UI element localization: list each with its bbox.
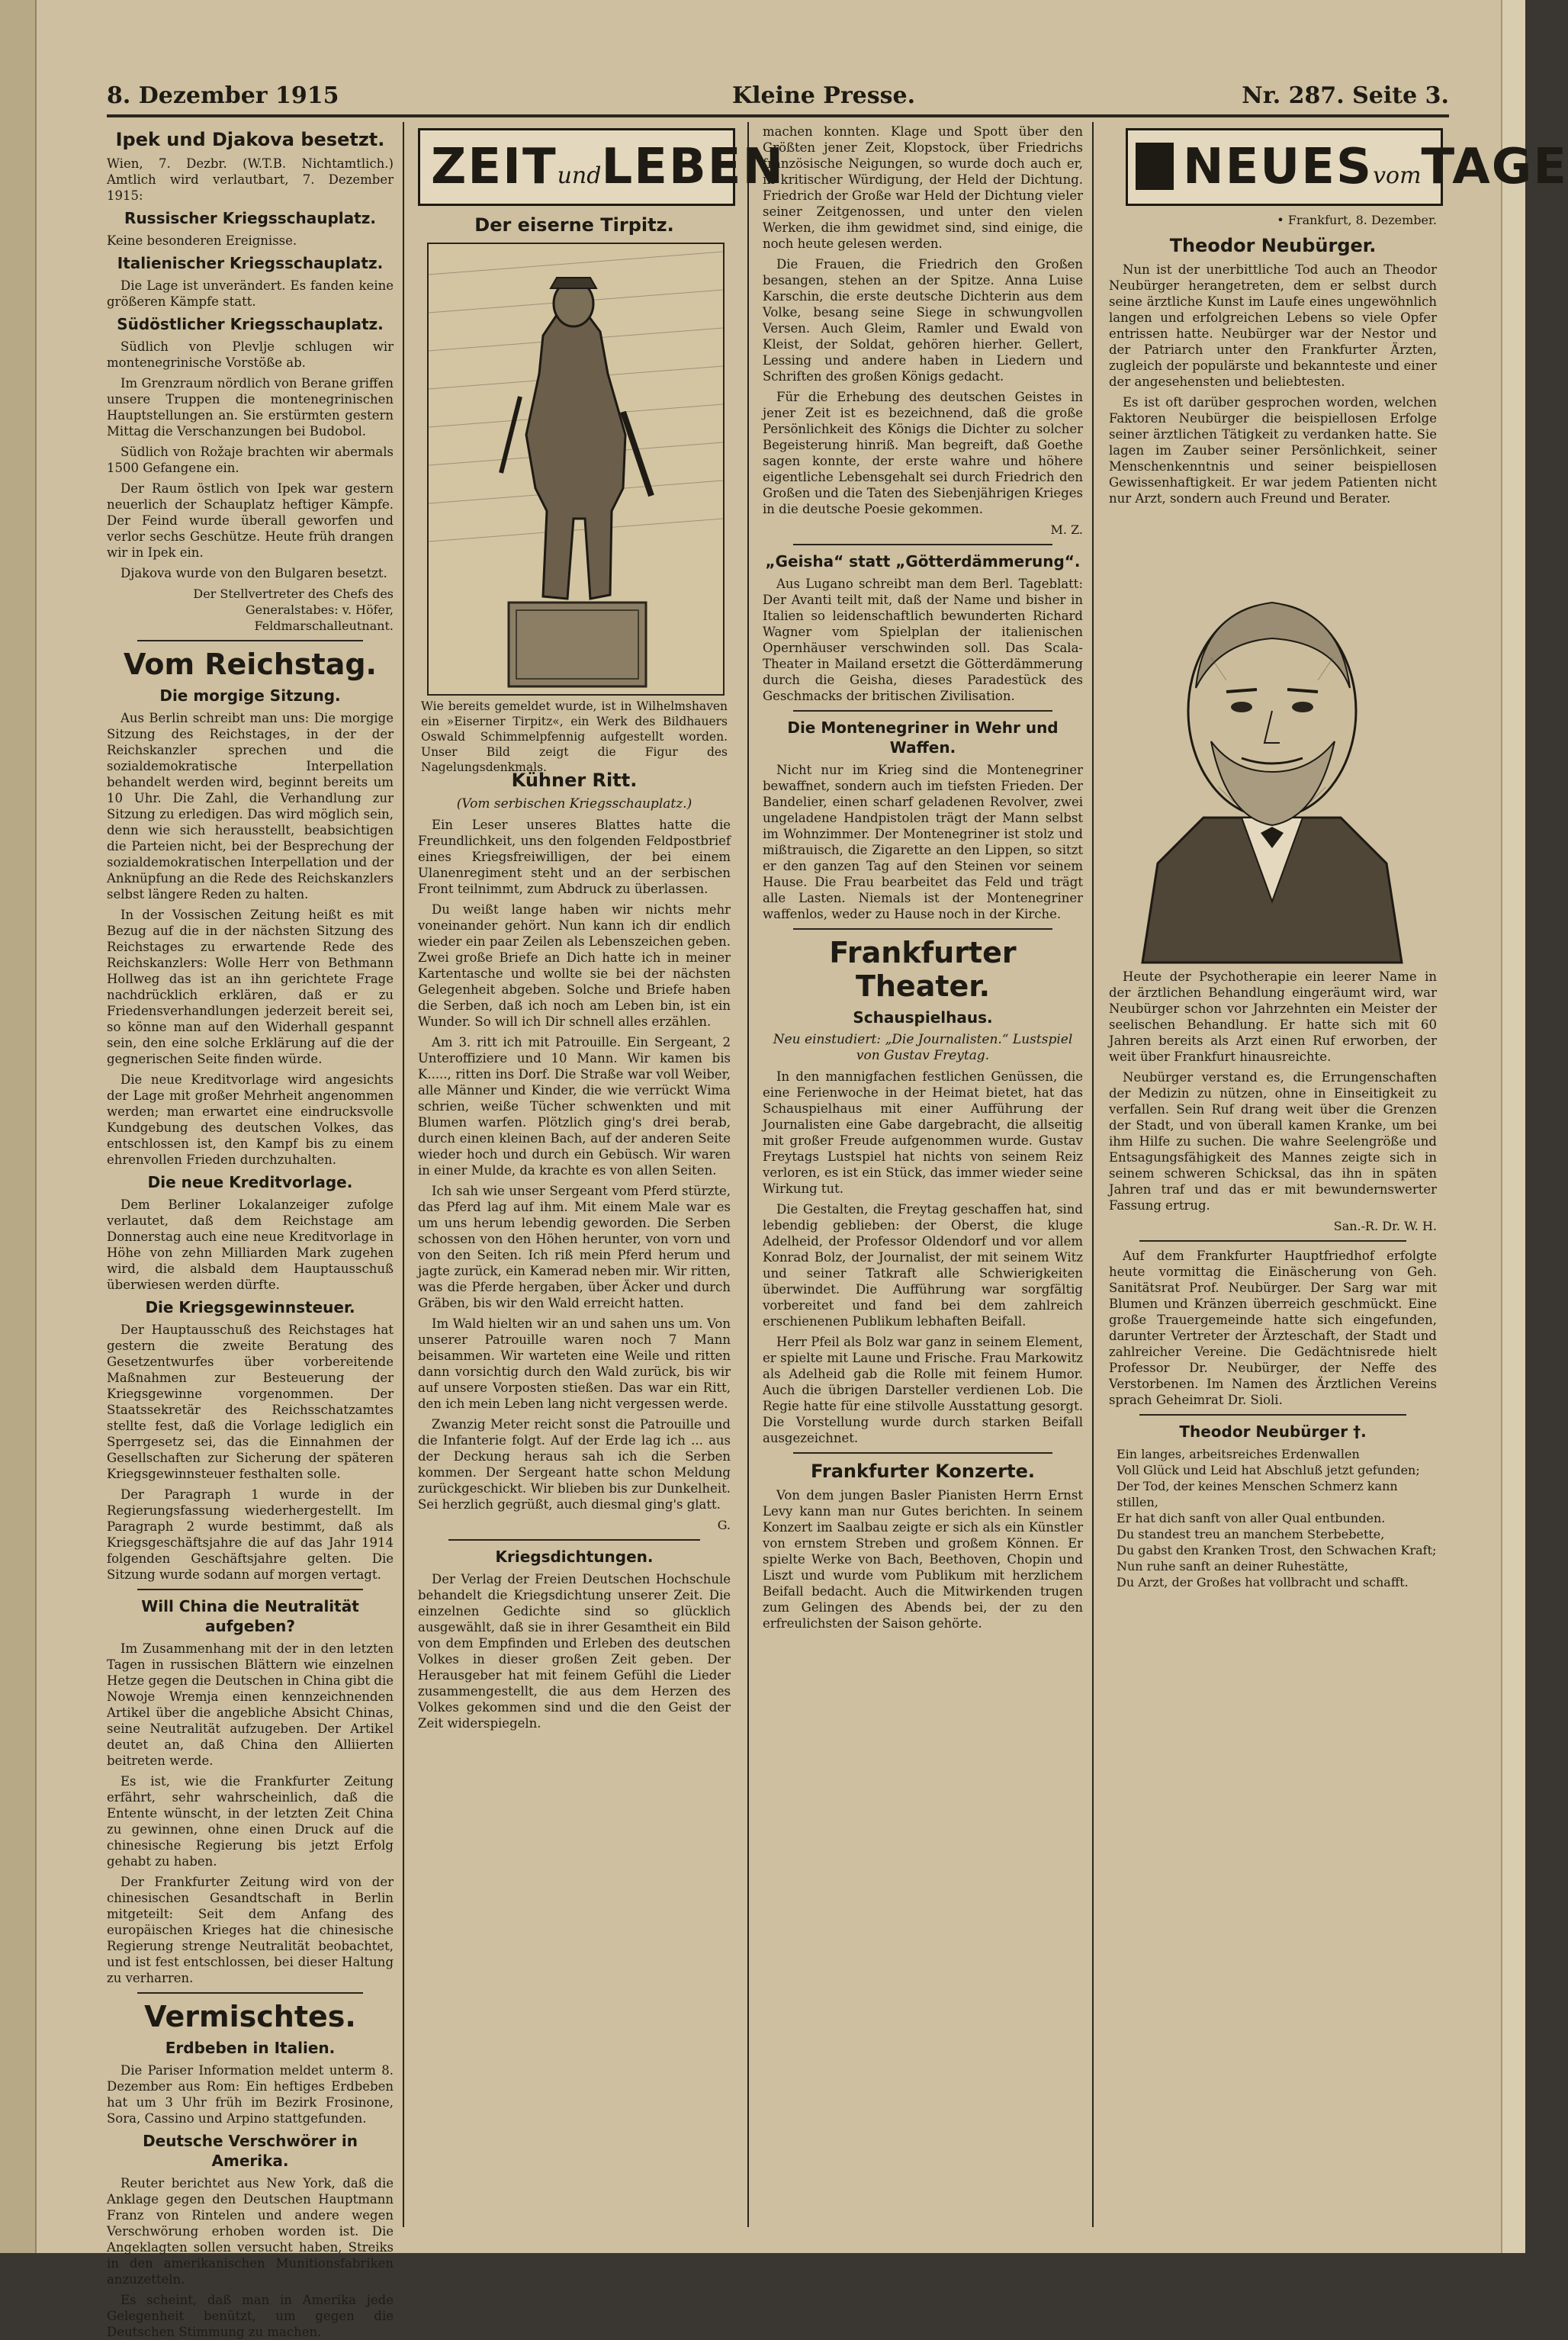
paragraph: Aus Berlin schreibt man uns: Die morgige Sitzung des Reichstages, in der der Reichskanzler sprechen und die sozialdemokratische Interpellation behandelt werden wird, beginnt bereits um 10 Uhr. Die Zahl, die Verhandlung zur Sitzung zu erledigen. Das wird möglich sein, denn wie sich herausstellt, beabsichtigen die Parteien nicht, bei der Besprechung der sozialdemokratischen Interpellation und der Anknüpfung an die Rede des Reichskanzlers selbst längere Reden zu halten.: [107, 711, 394, 902]
paragraph: Südlich von Rožaje brachten wir abermals 1500 Gefangene ein.: [107, 445, 394, 475]
subheadline: Die morgige Sitzung.: [159, 686, 341, 705]
headline-tirpitz: Der eiserne Tirpitz.: [474, 214, 674, 236]
headline-neubuerger: Theodor Neubürger.: [1169, 235, 1377, 256]
column-neues-vom-tage-bottom: [1109, 969, 1437, 2219]
paragraph: Ein Leser unseres Blattes hatte die Freundlichkeit, uns den folgenden Feldpostbrief eines Kriegsfreiwilligen, der bei einem Ulanenregiment steht und an der serbischen Front teilnimmt, zum Abdruck zu überlassen.: [418, 818, 731, 896]
headline-kuehner-ritt: Kühner Ritt.: [511, 770, 638, 791]
subheadline: Deutsche Verschwörer in Amerika.: [143, 2132, 358, 2170]
paragraph: Ich sah wie unser Sergeant vom Pferd stürzte, das Pferd lag auf ihm. Mit einem Male war es um uns herum lebendig geworden. Die Serben schossen von den Höhen herunter, von vorn und von den Seiten. Ich riß mein Pferd herum und jagte zurück, ein Kamerad neben mir. Wir ritten, was die Pferde hergaben, über Äcker und durch Gräben, bis wir den Wald erreicht hatten.: [418, 1184, 731, 1310]
paragraph: Der Hauptausschuß des Reichstages hat gestern die zweite Beratung des Gesetzentwurfes über vorbereitende Maßnahmen zur Besteuerung der Kriegsgewinne vorgenommen. Der Staatssekretär des Reichsschatzamtes stellte fest, daß die Vorlage lediglich ein Sperrgesetz sei, das die Einnahmen der Gesellschaften zur Sicherung der späteren Kriegsgewinnsteuer festhalten solle.: [107, 1323, 394, 1481]
paragraph: In der Vossischen Zeitung heißt es mit Bezug auf die in der nächsten Sitzung des Reichstages zu erwartende Rede des Reichskanzlers: Wolle Herr von Bethmann Hollweg das ist an ihn gerichtete Frage nachdrücklich erklären, daß er zu Friedensverhandlungen jederzeit bereit sei, so könne man auf den Widerhall gespannt sein, den eine solche Erklärung auf die der gegnerischen Seite finden würde.: [107, 908, 394, 1066]
paragraph: Du weißt lange haben wir nichts mehr voneinander gehört. Nun kann ich dir endlich wieder ein paar Zeilen als Lebenszeichen geben. Zwei große Briefe an Dich hatte ich in meiner Kartentasche und wollte sie bei der nächsten Gelegenheit abgeben. Solche und Briefe haben die Serben, daß ich noch am Leben bin, ist ein Wunder. So will ich Dir schnell alles erzählen.: [418, 902, 731, 1029]
headline-gedicht: Theodor Neubürger †.: [1179, 1422, 1367, 1441]
banner-word: TAGE: [1421, 139, 1568, 195]
signature: Der Stellvertreter des Chefs des Generalstabes: v. Höfer, Feldmarschalleutnant.: [193, 587, 394, 633]
neubuerger-portrait: [1112, 543, 1432, 963]
paragraph: Südlich von Plevlje schlugen wir montenegrinische Vorstöße ab.: [107, 339, 394, 370]
headline-theater: Frankfurter Theater.: [829, 936, 1017, 1003]
paragraph: Neubürger verstand es, die Errungenschaften der Medizin zu nützen, ohne in Einseitigkeit zu verfallen. Sein Ruf drang weit über die Grenzen der Stadt, und von überall kamen Kranke, um bei ihm Hilfe zu suchen. Die wahre Seelengröße und Entsagungsfähigkeit des Mannes zeigte sich in seinem schweren Schicksal, das ihn in späten Jahren traf und das er mit bewundernswerter Fassung ertrug.: [1109, 1070, 1437, 1213]
signature: M. Z.: [1050, 522, 1083, 537]
headline-kriegsdichtungen: Kriegsdichtungen.: [495, 1548, 654, 1566]
headline-ipek: Ipek und Djakova besetzt.: [115, 129, 385, 150]
paragraph: Der Frankfurter Zeitung wird von der chinesischen Gesandtschaft in Berlin mitgeteilt: Seit dem Anfang des europäischen Krieges hat die chinesische Regierung strenge Neutralität beobachtet, und ist fest entschlossen, bei dieser Haltung zu verharren.: [107, 1875, 394, 1985]
paragraph: Nun ist der unerbittliche Tod auch an Theodor Neubürger herangetreten, dem er selbst durch seine ärztliche Kunst im Laufe eines ungewöhnlich langen und erfolgreichen Lebens so viele Opfer entrissen hatte. Neubürger war der Nestor und der Patriarch unter den Frankfurter Ärzten, zugleich der populärste und bekannteste und einer der angesehensten und beliebtesten.: [1109, 262, 1437, 389]
subheadline: Südöstlicher Kriegsschauplatz.: [117, 315, 384, 333]
separator: [137, 640, 363, 641]
banner-word: und: [557, 162, 602, 189]
statue-drawing: [429, 244, 723, 694]
banner-zeit-und-leben: [418, 128, 786, 206]
column-rule: [1092, 122, 1094, 2227]
separator: [793, 928, 1052, 930]
paragraph: Dem Berliner Lokalanzeiger zufolge verlautet, daß dem Reichstage am Donnerstag auch eine neue Kreditvorlage in Höhe von zehn Milliarden Mark zugehen wird, die alsbald dem Hauptausschuß überwiesen werden dürfte.: [107, 1197, 394, 1292]
subheadline: Die neue Kreditvorlage.: [147, 1173, 353, 1191]
paragraph: Am 3. ritt ich mit Patrouille. Ein Sergeant, 2 Unteroffiziere und 10 Mann. Wir kamen bis K....., ritten ins Dorf. Die Straße war voll Weiber, alle Männer und Kinder, die wie verrückt Wima schrien, weiße Tücher schwenkten und mit Blumen warfen. Plötzlich ging's drei berab, durch einen kleinen Bach, auf der anderen Seite wieder hoch und durch ein Gebüsch. Wir waren in einer Mulde, da krachte es von allen Seiten.: [418, 1035, 731, 1178]
paragraph: Heute der Psychotherapie ein leerer Name in der ärztlichen Behandlung eingeräumt wird, war Neubürger schon vor Jahrzehnten ein Meister der seelischen Behandlung. Er hatte sich mit 60 Jahren bereits als Arzt einen Ruf erworben, der weit über Frankfurt hinausreichte.: [1109, 969, 1437, 1064]
banner-word: vom: [1373, 162, 1422, 189]
header-rule: [107, 114, 1449, 117]
separator: [793, 544, 1052, 545]
paragraph: Es ist, wie die Frankfurter Zeitung erfährt, sehr wahrscheinlich, daß die Entente wünscht, in der letzten Zeit China zu gewinnen, ohne einen Druck auf die chinesische Regierung bis jetzt Erfolg gehabt zu haben.: [107, 1774, 394, 1869]
banner-neues-vom-tage: [1126, 128, 1568, 206]
paragraph: Der Paragraph 1 wurde in der Regierungsfassung wiederhergestellt. Im Paragraph 2 wurde bestimmt, daß als Kriegsgeschäftsjahre die auf das Jahr 1914 folgenden Geschäftsjahre gelten. Die Sitzung wurde sodann auf morgen vertagt.: [107, 1487, 394, 1582]
page-edge: [1501, 0, 1525, 2253]
separator: [137, 1992, 363, 1994]
headline-vermischtes: Vermischtes.: [144, 2000, 356, 2033]
subheadline: Russischer Kriegsschauplatz.: [124, 209, 376, 227]
separator: [793, 1452, 1052, 1454]
banner-word: NEUES: [1183, 139, 1374, 195]
paragraph: Der Raum östlich von Ipek war gestern neuerlich der Schauplatz heftiger Kämpfe. Der Feind wurde überall geworfen und verlor sechs Geschütze. Heute früh drangen wir in Ipek ein.: [107, 481, 394, 560]
paragraph: Im Grenzraum nördlich von Berane griffen unsere Truppen die montenegrinischen Hauptstellungen an. Sie erstürmten gestern Mittag die Verschanzungen bei Budobol.: [107, 376, 394, 439]
subheadline: Erdbeben in Italien.: [165, 2039, 336, 2057]
paragraph: Die Pariser Information meldet unterm 8. Dezember aus Rom: Ein heftiges Erdbeben hat um 3 Uhr früh im Bezirk Frosinone, Sora, Cassino und Arpino stattgefunden.: [107, 2063, 394, 2126]
signature: San.-R. Dr. W. H.: [1333, 1219, 1437, 1233]
city-crest-icon: [1136, 143, 1174, 190]
subtitle: (Vom serbischen Kriegsschauplatz.): [456, 796, 692, 812]
paragraph: Die Lage ist unverändert. Es fanden keine größeren Kämpfe statt.: [107, 278, 394, 309]
paragraph: Im Zusammenhang mit der in den letzten Tagen in russischen Blättern wie einzelnen Hetze gegen die Deutschen in China gibt die Nowoje Wremja einen kennzeichnenden Artikel über die angebliche Absicht Chinas, seine Neutralität aufzugeben. Der Artikel deutet an, daß China den Alliierten beitreten werde.: [107, 1641, 394, 1768]
column-neues-vom-tage-top: [1109, 211, 1437, 538]
paragraph: Aus Lugano schreibt man dem Berl. Tageblatt: Der Avanti teilt mit, daß der Name und bisher in Italien so leidenschaftlich bewunderten Richard Wagner vom Spielplan der italienischen Opernhäuser verschwinden soll. Das Scala-Theater in Mailand ersetzt die Götterdämmerung durch die Geisha, dieses Paradestück des Geschmacks der britischen Zivilisation.: [763, 577, 1083, 703]
banner-word: ZEIT: [431, 139, 557, 195]
header-date: 8. Dezember 1915: [107, 82, 339, 109]
paragraph: In den mannigfachen festlichen Genüssen, die eine Ferienwoche in der Heimat bietet, hat das Schauspielhaus mit einer Aufführung der Journalisten eine Gabe dargebracht, die allseitig mit großer Freude aufgenommen wurde. Gustav Freytags Lustspiel hat nichts von seinem Reiz verloren, es ist ein Stück, das immer wieder seine Wirkung tut.: [763, 1069, 1083, 1196]
page-header: [107, 82, 1449, 113]
subtitle: Neu einstudiert: „Die Journalisten.“ Lustspiel von Gustav Freytag.: [773, 1032, 1073, 1063]
paragraph: Keine besonderen Ereignisse.: [107, 233, 297, 248]
column-culture: [763, 124, 1083, 2221]
paragraph: Herr Pfeil als Bolz war ganz in seinem Element, er spielte mit Laune und Frische. Frau Markowitz als Adelheid gab die Rolle mit feinem Humor. Auch die übrigen Darsteller verdienen Lob. Die Regie hatte für eine stilvolle Ausstattung gesorgt. Die Vorstellung wurde durch starken Beifall ausgezeichnet.: [763, 1335, 1083, 1445]
headline-geisha: „Geisha“ statt „Götterdämmerung“.: [765, 552, 1081, 571]
paragraph: machen konnten. Klage und Spott über den Größten jener Zeit, Klopstock, über Friedrichs französische Neigungen, so wurde doch auch er, in kritischer Würdigung, der Held der Dichtung. Friedrich der Große war Held der Dichtung vieler seiner Zeitgenossen, und unter den vielen Werken, die ihm gewidmet sind, sind einige, die noch heute gelesen werden.: [763, 124, 1083, 251]
paragraph: Wien, 7. Dezbr. (W.T.B. Nichtamtlich.) Amtlich wird verlautbart, 7. Dezember 1915:: [107, 156, 394, 203]
paragraph: Für die Erhebung des deutschen Geistes in jener Zeit ist es bezeichnend, daß die große Persönlichkeit des Königs die Dichter zu solcher Begeisterung hinriß. Man begreift, daß Goethe sagen konnte, der erste wahre und höhere eigentliche Lebensgehalt sei durch Friedrich den Großen und die Taten des Siebenjährigen Krieges in die deutsche Poesie gekommen.: [763, 390, 1083, 516]
subheadline: Italienischer Kriegsschauplatz.: [117, 254, 384, 272]
header-page-number: Nr. 287. Seite 3.: [1242, 82, 1449, 109]
paragraph: Nicht nur im Krieg sind die Montenegriner bewaffnet, sondern auch im tiefsten Frieden. Der Bandelier, einen scharf geladenen Revolver, zwei ungeladene Handpistolen trägt der Mann selbst im Wohnzimmer. Der Montenegriner ist stolz und mißtrauisch, die Zigarette an den Lippen, so sitzt er den ganzen Tag auf den Steinen vor seinem Hause. Die Frau bearbeitet das Feld und trägt alle Lasten. Niemals ist der Montenegriner waffenlos, weder zu Hause noch in der Kirche.: [763, 763, 1083, 921]
subheadline: Schauspielhaus.: [853, 1008, 993, 1027]
column-rule: [747, 122, 749, 2227]
headline-reichstag: Vom Reichstag.: [124, 648, 377, 681]
paragraph: Es ist oft darüber gesprochen worden, welchen Faktoren Neubürger die beispiellosen Erfolge seiner ärztlichen Tätigkeit zu verdanken hatte. Sie lagen im Zauber seiner Persönlichkeit, seiner Menschenkenntnis und seiner beispiellosen Gewissenhaftigkeit. Er war jedem Patienten nicht nur Arzt, sondern auch Freund und Berater.: [1109, 395, 1437, 506]
column-war-reports: [107, 124, 394, 2339]
column-rule: [403, 122, 404, 2227]
paragraph: Der Verlag der Freien Deutschen Hochschule behandelt die Kriegsdichtung unserer Zeit. Die einzelnen Gedichte sind so glücklich ausgewählt, daß sie in ihrer Gesamtheit ein Bild von dem Empfinden und Erleben des deutschen Volkes in dieser großen Zeit geben. Der Herausgeber hat mit feinem Gefühl die Lieder zusammengestellt, die aus dem Herzen des Volkes gekommen sind und die den Geist der Zeit widerspiegeln.: [418, 1572, 731, 1731]
tirpitz-statue-illustration: [427, 243, 725, 696]
signature: G.: [717, 1518, 731, 1532]
paragraph: Djakova wurde von den Bulgaren besetzt.: [120, 566, 387, 580]
paragraph: Auf dem Frankfurter Hauptfriedhof erfolgte heute vormittag die Einäscherung von Geh. Sanitätsrat Prof. Neubürger. Der Sarg war mit Blumen und Kränzen überreich geschmückt. Eine große Trauergemeinde hatte sich eingefunden, darunter Vertreter der Ärzteschaft, der Stadt und zahlreicher Vereine. Die Gedächtnisrede hielt Professor Dr. Neubürger, der Neffe des Verstorbenen. Im Namen des Ärztlichen Vereins sprach Geheimrat Dr. Sioli.: [1109, 1249, 1437, 1407]
paragraph: Die neue Kreditvorlage wird angesichts der Lage mit großer Mehrheit angenommen werden; man erwartet eine eindrucksvolle Kundgebung des deutschen Volkes, das entschlossen ist, den Kampf bis zu einem ehrenvollen Frieden durchzuhalten.: [107, 1072, 394, 1167]
headline-konzerte: Frankfurter Konzerte.: [811, 1461, 1035, 1482]
paragraph: Es scheint, daß man in Amerika jede Gelegenheit benützt, um gegen die Deutschen Stimmung zu machen.: [107, 2293, 394, 2339]
paragraph: Zwanzig Meter reicht sonst die Patrouille und die Infanterie folgt. Auf der Erde lag ich ... aus der Deckung heraus sah ich die Serben kommen. Der Sergeant hatte schon Meldung zurückgeschickt. Wir blieben bis zur Dunkelheit. Sei herzlich gegrüßt, auch diesmal ging's glatt.: [418, 1417, 731, 1512]
paragraph: Reuter berichtet aus New York, daß die Anklage gegen den Deutschen Hauptmann Franz von Rintelen und andere wegen Verschwörung erhoben worden ist. Die Angeklagten sollen versucht haben, Streiks in den amerikanischen Munitionsfabriken anzuzetteln.: [107, 2176, 394, 2287]
figure-caption: Wie bereits gemeldet wurde, ist in Wilhelmshaven ein »Eiserner Tirpitz«, ein Werk des Bildhauers Oswald Schimmelpfennig aufgestellt worden. Unser Bild zeigt die Figur des Nagelungsdenkmals.: [421, 699, 728, 774]
column-kuehner-ritt: [418, 764, 731, 2213]
header-paper-name: Kleine Presse.: [732, 82, 916, 109]
headline-china: Will China die Neutralität aufgeben?: [141, 1597, 359, 1635]
paragraph: Die Gestalten, die Freytag geschaffen hat, sind lebendig geblieben: der Oberst, die kluge Adelheid, der Professor Oldendorf und vor allem Konrad Bolz, der Journalist, der mit seinem Witz und seiner Tatkraft alle Schwierigkeiten überwindet. Die Aufführung war sorgfältig vorbereitet und fand bei dem zahlreich erschienenen Publikum lebhaften Beifall.: [763, 1202, 1083, 1329]
separator: [1139, 1414, 1406, 1416]
paragraph: Von dem jungen Basler Pianisten Herrn Ernst Levy kann man nur Gutes berichten. In seinem Konzert im Saalbau zeigte er sich als ein Künstler von ernstem Streben und großem Können. Er spielte Werke von Bach, Beethoven, Chopin und Liszt und wurde vom Publikum mit herzlichem Beifall bedacht. Auch die Mitwirkenden trugen zum Gelingen des Abends bei, der zu den erfreulichsten der Saison gehörte.: [763, 1488, 1083, 1631]
paragraph: Die Frauen, die Friedrich den Großen besangen, stehen an der Spitze. Anna Luise Karschin, die erste deutsche Dichterin aus dem Volke, besang seine Siege in schwungvollen Versen. Auch Gleim, Ramler und Ewald von Kleist, der Soldat, gehören hierher. Gellert, Lessing und andere haben in Liedern und Schriften des großen Königs gedacht.: [763, 257, 1083, 384]
banner-word: LEBEN: [601, 139, 786, 195]
separator: [1139, 1240, 1406, 1242]
headline-montenegriner: Die Montenegriner in Wehr und Waffen.: [787, 718, 1059, 757]
dateline: • Frankfurt, 8. Dezember.: [1277, 213, 1437, 227]
portrait-drawing: [1112, 543, 1432, 963]
separator: [448, 1539, 700, 1541]
separator: [793, 710, 1052, 712]
separator: [137, 1589, 363, 1590]
previous-page-edge: [0, 0, 37, 2253]
subheadline: Die Kriegsgewinnsteuer.: [145, 1298, 355, 1316]
paragraph: Im Wald hielten wir an und sahen uns um. Von unserer Patrouille waren noch 7 Mann beisammen. Wir warteten eine Weile und ritten dann vorsichtig durch den Wald zurück, bis wir auf unsere Vorposten stießen. Das war ein Ritt, den ich mein Leben lang nicht vergessen werde.: [418, 1316, 731, 1411]
poem: Ein langes, arbeitsreiches Erdenwallen Voll Glück und Leid hat Abschluß jetzt gefunden; Der Tod, der keines Menschen Schmerz kann stillen, Er hat dich sanft von aller Qual entbunden. Du standest treu an manchem Sterbebette, Du gabst den Kranken Trost, den Schwachen Kraft; Nun ruhe sanft an deiner Ruhestätte, Du Arzt, der Großes hat vollbracht und schafft.: [1117, 1447, 1437, 1589]
column-zeit-und-leben-title: [418, 209, 731, 239]
